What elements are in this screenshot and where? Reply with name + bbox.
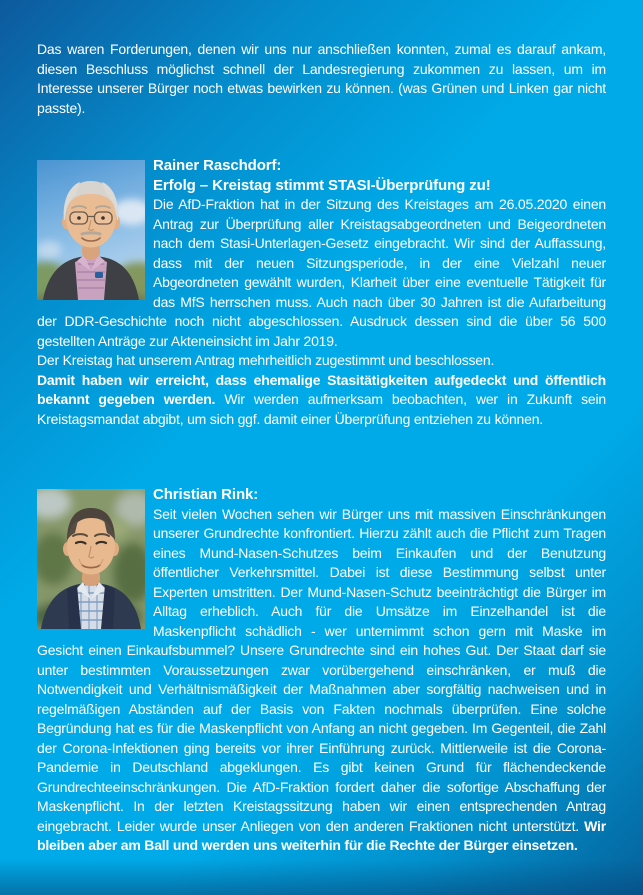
author-name-raschdorf: Rainer Raschdorf: (153, 157, 282, 174)
paragraph (37, 351, 606, 371)
portrait-rainer-raschdorf-illustration (37, 160, 145, 300)
text-run: Seit vielen Wochen sehen wir Bürger uns mit massiven Einschränkungen unserer Grundrechte konfrontiert. Hierzu zählt auch die Pflicht zum Tragen eines Mund-Nasen-Schutzes beim Einkaufen und der Benutzung öffentlicher Verkehrsmittel. Dabei ist diese Bestimmung selbst unter Experten umstritten. Der Mund-Nasen-Schutz beeinträchtigt die Bürger im Alltag erheblich. Auch für die Umsätze im Einzelhandel ist die Maskenpflicht schädlich - wer unternimmt schon gern mit Maske im Gesicht einen Einkaufsbummel? Unsere Grundrechte sind ein hohes Gut. Der Staat darf sie unter bestimmten Voraussetzungen zwar vorübergehend einschränken, er muß die Notwendigkeit und Verhältnismäßigkeit der Maßnahmen aber sorgfältig nachweisen und in regelmäßigen Abständen auf der Basis von Fakten nochmals überprüfen. Eine solche Begründung hat es für die Maskenpflicht von Anfang an nicht gegeben. Im Gegenteil, die Zahl der Corona-Infektionen ging bereits vor ihrer Einführung zurück. Mittlerweile ist die Corona-Pandemie in Deutschland abgeklungen. Es gibt keinen Grund für flächendeckende Grundrechteeinschränkungen. Die AfD-Fraktion fordert daher die sofortige Abschaffung der Maskenpflicht. In der letzten Kreistagssitzung haben wir einen entsprechenden Antrag eingebracht. Leider wurde unser Anliegen von den anderen Fraktionen nicht unterstützt. (37, 505, 606, 834)
portrait-rainer-raschdorf-photo (37, 160, 145, 300)
author-name-rink: Christian Rink: (153, 486, 259, 503)
text-run: Die AfD-Fraktion hat in der Sitzung des Kreistages am 26.05.2020 einen Antrag zur Überprüfung aller Kreistagsabgeordneten und Beigeordneten nach dem Stasi-Unterlagen-Gesetz eingebracht. Wir sind der Auffassung, dass mit der neuen Sitzungsperiode, in der eine Vielzahl neuer Abgeordneten gewählt wurden, Klarheit über eine eventuelle Tätigkeit für das MfS herrschen muss. Auch nach über 30 Jahren ist die Aufarbeitung der DDR-Geschichte noch nicht abgeschlossen. Ausdruck dessen sind die über 56 500 gestellten Anträge zur Akteneinsicht im Jahr 2019. (37, 196, 606, 349)
paragraph (37, 371, 606, 430)
article-headline-raschdorf: Erfolg – Kreistag stimmt STASI-Überprüfung zu! (153, 176, 491, 194)
text-run: Der Kreistag hat unserem Antrag mehrheitlich zugestimmt und beschlossen. (37, 352, 495, 368)
article-rink (37, 485, 606, 856)
portrait-christian-rink-illustration (37, 489, 145, 629)
article-raschdorf (37, 156, 606, 429)
text-run-bold: Damit haben wir erreicht, dass ehemalige Stasitätigkeiten aufgedeckt und öffentlich bekannt gegeben werden. (37, 371, 606, 407)
text-run: Wir werden aufmerksam beobachten, wer in Zukunft sein Kreistagsmandat abgibt, um sich ggf. damit einer Überprüfung entziehen zu können. (37, 391, 606, 427)
portrait-christian-rink-photo (37, 489, 145, 629)
text-run-bold: Wir bleiben aber am Ball und werden uns weiterhin für die Rechte der Bürger einsetzen. (37, 817, 606, 853)
intro-paragraph: Das waren Forderungen, denen wir uns nur anschließen konnten, zumal es darauf ankam, diesen Beschluss möglichst schnell der Landesregierung zukommen zu lassen, um im Interesse unserer Bürger noch etwas bewirken zu können. (was Grünen und Linken gar nicht passte). (37, 41, 606, 116)
